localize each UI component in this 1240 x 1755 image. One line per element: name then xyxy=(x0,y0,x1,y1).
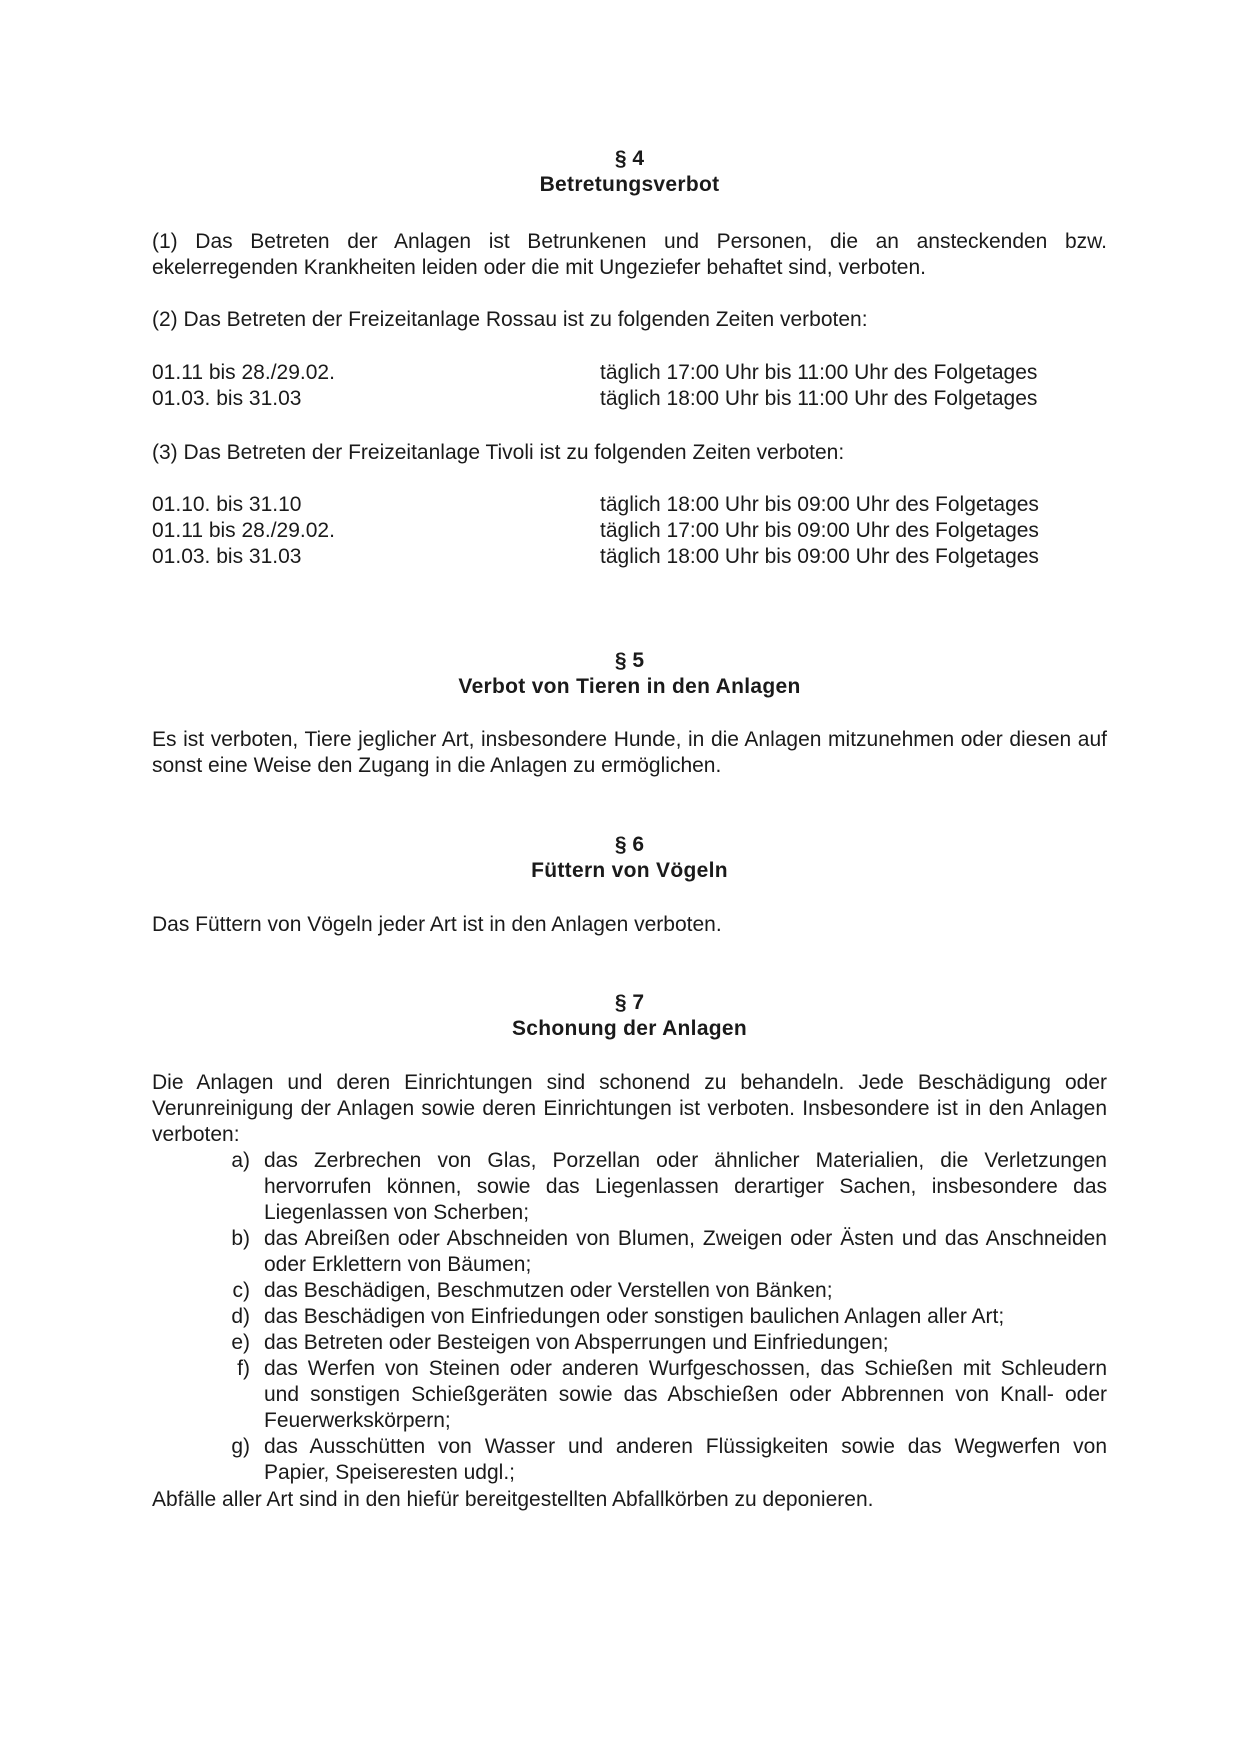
list-item xyxy=(152,1356,1107,1434)
list-item-text: das Abreißen oder Abschneiden von Blumen, Zweigen oder Ästen und das Anschneiden oder Erklettern von Bäumen; xyxy=(264,1227,1107,1276)
list-marker: b) xyxy=(231,1227,250,1250)
section-5-text: Es ist verboten, Tiere jeglicher Art, insbesondere Hunde, in die Anlagen mitzunehmen oder diesen auf sonst eine Weise den Zugang in die Anlagen zu ermöglichen. xyxy=(152,728,1107,777)
schedule-dates: 01.10. bis 31.10 xyxy=(152,493,302,516)
prohibition-list xyxy=(152,1148,1107,1486)
list-marker: g) xyxy=(231,1435,250,1458)
schedule-row xyxy=(152,386,1107,412)
section-6-text: Das Füttern von Vögeln jeder Art ist in den Anlagen verboten. xyxy=(152,913,722,936)
schedule-times: täglich 17:00 Uhr bis 11:00 Uhr des Folgetages xyxy=(600,361,1038,384)
schedule-tivoli xyxy=(152,492,1107,570)
section-number: § 5 xyxy=(614,649,645,672)
schedule-row xyxy=(152,518,1107,544)
section-number: § 4 xyxy=(614,147,645,170)
schedule-rossau xyxy=(152,360,1107,412)
list-marker: a) xyxy=(231,1149,250,1172)
section-title: Füttern von Vögeln xyxy=(531,859,728,882)
section-title: Schonung der Anlagen xyxy=(511,1017,748,1040)
section-5-heading xyxy=(152,648,1107,700)
schedule-row xyxy=(152,492,1107,518)
section-7-closing: Abfälle aller Art sind in den hiefür bereitgestellten Abfallkörben zu deponieren. xyxy=(152,1488,874,1511)
section-4-paragraph-1: (1) Das Betreten der Anlagen ist Betrunkenen und Personen, die an ansteckenden bzw. ekelerregenden Krankheiten leiden oder die mit Ungeziefer behaftet sind, verboten. xyxy=(152,230,1107,279)
schedule-dates: 01.03. bis 31.03 xyxy=(152,387,302,410)
list-item xyxy=(152,1330,1107,1356)
section-number: § 6 xyxy=(614,833,645,856)
schedule-dates: 01.03. bis 31.03 xyxy=(152,545,302,568)
section-4-paragraph-3: (3) Das Betreten der Freizeitanlage Tivoli ist zu folgenden Zeiten verboten: xyxy=(152,441,845,464)
section-6-heading xyxy=(152,832,1107,884)
schedule-times: täglich 18:00 Uhr bis 11:00 Uhr des Folgetages xyxy=(600,387,1038,410)
schedule-times: täglich 18:00 Uhr bis 09:00 Uhr des Folgetages xyxy=(600,493,1039,516)
list-item xyxy=(152,1278,1107,1304)
schedule-dates: 01.11 bis 28./29.02. xyxy=(152,519,335,542)
list-item-text: das Ausschütten von Wasser und anderen Flüssigkeiten sowie das Wegwerfen von Papier, Speiseresten udgl.; xyxy=(264,1435,1107,1484)
list-item xyxy=(152,1226,1107,1278)
list-item-text: das Betreten oder Besteigen von Absperrungen und Einfriedungen; xyxy=(264,1331,889,1354)
section-title: Betretungsverbot xyxy=(539,173,720,196)
section-7-intro: Die Anlagen und deren Einrichtungen sind schonend zu behandeln. Jede Beschädigung oder Verunreinigung der Anlagen sowie deren Einrichtungen ist verboten. Insbesondere ist in den Anlagen verboten: xyxy=(152,1071,1107,1146)
list-item xyxy=(152,1304,1107,1330)
list-item-text: das Beschädigen, Beschmutzen oder Verstellen von Bänken; xyxy=(264,1279,833,1302)
schedule-times: täglich 17:00 Uhr bis 09:00 Uhr des Folgetages xyxy=(600,519,1039,542)
list-item-text: das Werfen von Steinen oder anderen Wurfgeschossen, das Schießen mit Schleudern und sonstigen Schießgeräten sowie das Abschießen oder Abbrennen von Knall- oder Feuerwerkskörpern; xyxy=(264,1357,1107,1432)
schedule-row xyxy=(152,544,1107,570)
section-title: Verbot von Tieren in den Anlagen xyxy=(458,675,801,698)
list-item xyxy=(152,1148,1107,1226)
schedule-times: täglich 18:00 Uhr bis 09:00 Uhr des Folgetages xyxy=(600,545,1039,568)
section-number: § 7 xyxy=(614,991,645,1014)
section-4-paragraph-2: (2) Das Betreten der Freizeitanlage Rossau ist zu folgenden Zeiten verboten: xyxy=(152,308,868,331)
list-item-text: das Zerbrechen von Glas, Porzellan oder ähnlicher Materialien, die Verletzungen hervorrufen können, sowie das Liegenlassen derartiger Sachen, insbesondere das Liegenlassen von Scherben; xyxy=(264,1149,1107,1224)
list-item-text: das Beschädigen von Einfriedungen oder sonstigen baulichen Anlagen aller Art; xyxy=(264,1305,1005,1328)
list-marker: c) xyxy=(232,1279,250,1302)
schedule-dates: 01.11 bis 28./29.02. xyxy=(152,361,335,384)
list-marker: e) xyxy=(231,1331,250,1354)
list-marker: f) xyxy=(237,1357,250,1380)
list-item xyxy=(152,1434,1107,1486)
section-4-heading xyxy=(152,146,1107,198)
schedule-row xyxy=(152,360,1107,386)
section-7-heading xyxy=(152,990,1107,1042)
list-marker: d) xyxy=(231,1305,250,1328)
